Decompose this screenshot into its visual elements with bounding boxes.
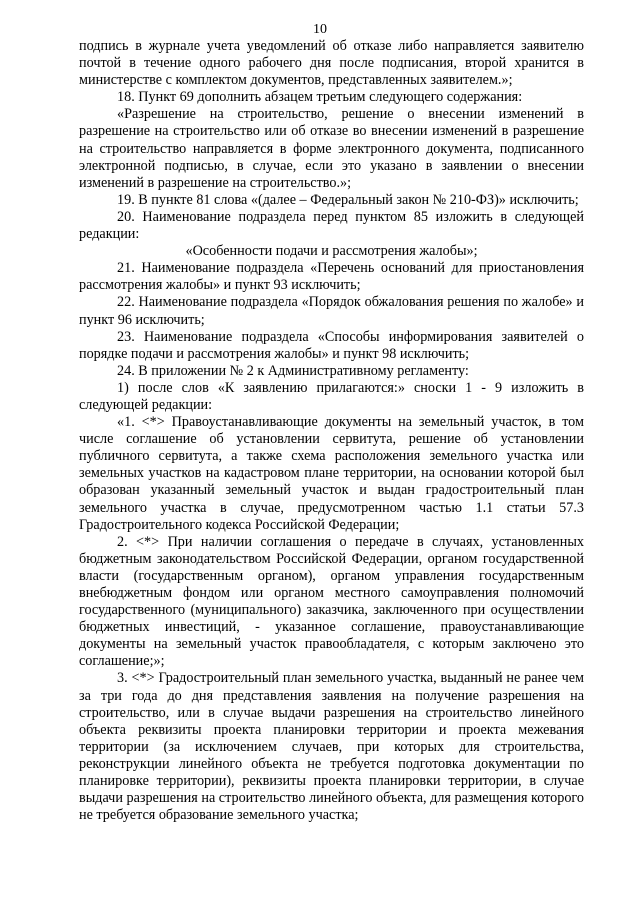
paragraph: 23. Наименование подраздела «Способы информирования заявителей о порядке подачи и рассмотрения жалобы» и пункт 98 исключить; <box>79 328 584 362</box>
paragraph: «Разрешение на строительство, решение о внесении изменений в разрешение на строительство или об отказе во внесении изменений в разрешение на строительство направляется в форме электронного документа, подписанного электронной подписью, в случае, если это указано в заявлении о внесении изменений в разрешение на строительство.»; <box>79 106 584 191</box>
paragraph: 22. Наименование подраздела «Порядок обжалования решения по жалобе» и пункт 96 исключить; <box>79 294 584 328</box>
footnote-paragraph: «1. <*> Правоустанавливающие документы на земельный участок, в том числе соглашение об установлении сервитута, решение об установлении публичного сервитута, а также схема расположения земельного участка или земельных участков на кадастровом плане территории, на основании которой был образован указанный земельный участок и выдан градостроительный план земельного участка в случае, предусмотренном частью 1.1 статьи 57.3 Градостроительного кодекса Российской Федерации; <box>79 414 584 533</box>
footnote-paragraph: 3. <*> Градостроительный план земельного участка, выданный не ранее чем за три года до дня представления заявления на получение разрешения на строительство, или в случае выдачи разрешения на строительство линейного объекта реквизиты проекта планировки территории и проекта межевания территории (за исключением случаев, при которых для строительства, реконструкции линейного объекта не требуется подготовка документации по планировке территории), реквизиты проекта планировки территории, в случае выдачи разрешения на строительство линейного объекта, для размещения которого не требуется образование земельного участка; <box>79 670 584 824</box>
page-number: 10 <box>313 22 327 37</box>
paragraph: 20. Наименование подраздела перед пунктом 85 изложить в следующей редакции: <box>79 208 584 243</box>
section-heading: «Особенности подачи и рассмотрения жалобы»; <box>185 243 478 260</box>
footnote-paragraph: 2. <*> При наличии соглашения о передаче в случаях, установленных бюджетным законодательством Российской Федерации, органом государственной власти (государственным органом), органом управления государственным внебюджетным фондом или органом местного самоуправления полномочий государственного (муниципального) заказчика, заключенного при осуществлении бюджетных инвестиций, - указанное соглашение, правоустанавливающие документы на земельный участок правообладателя, с которым заключено это соглашение;»; <box>79 533 584 670</box>
paragraph: 1) после слов «К заявлению прилагаются:» сноски 1 - 9 изложить в следующей редакции: <box>79 379 584 413</box>
paragraph: подпись в журнале учета уведомлений об отказе либо направляется заявителю почтой в течение одного рабочего дня после подписания, второй хранится в министерстве с комплектом документов, представленных заявителем.»; <box>79 38 584 89</box>
paragraph: 24. В приложении № 2 к Административному регламенту: <box>117 362 469 379</box>
document-body <box>79 38 584 824</box>
paragraph: 18. Пункт 69 дополнить абзацем третьим следующего содержания: <box>117 89 523 106</box>
paragraph: 19. В пункте 81 слова «(далее – Федеральный закон № 210-ФЗ)» исключить; <box>117 191 579 208</box>
paragraph: 21. Наименование подраздела «Перечень оснований для приостановления рассмотрения жалобы» и пункт 93 исключить; <box>79 260 584 294</box>
